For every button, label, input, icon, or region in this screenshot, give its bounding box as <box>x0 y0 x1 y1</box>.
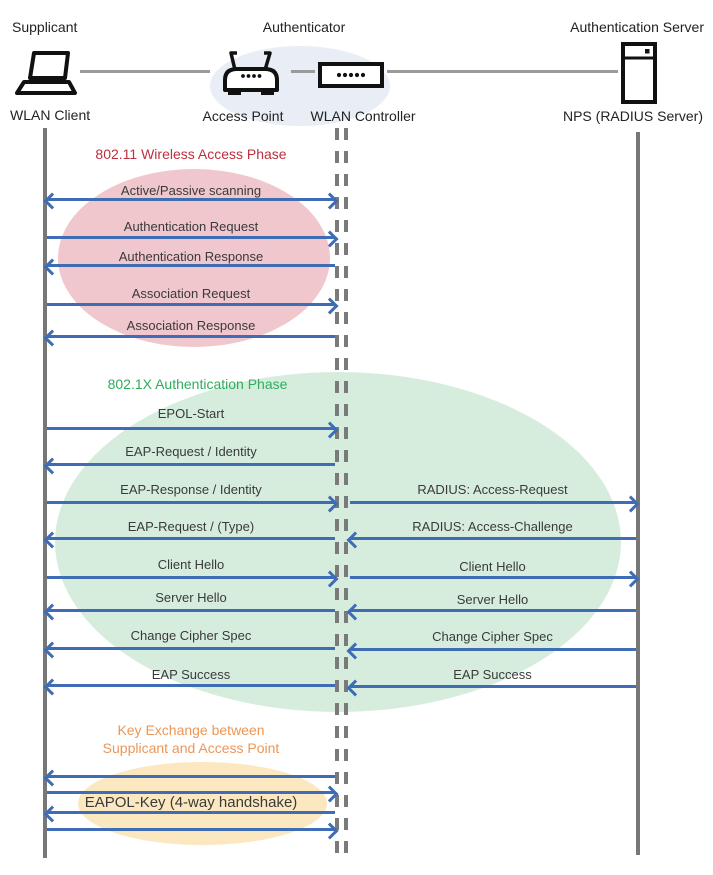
message-label: Change Cipher Spec <box>130 628 252 643</box>
connector-controller-server <box>387 70 618 73</box>
message-label: Authentication Request <box>123 219 259 234</box>
message-label: Server Hello <box>456 592 529 607</box>
arrow-epol-start <box>47 427 335 430</box>
arrow-eapol-key-3 <box>47 811 335 814</box>
phase3-title-line1: Key Exchange between <box>117 722 265 738</box>
node-label-wlan-client: WLAN Client <box>10 107 91 123</box>
lifeline-wlan-controller-right <box>344 128 348 856</box>
message-label: EAP-Request / Identity <box>125 444 257 459</box>
arrow-client-hello-right <box>350 576 636 579</box>
message-label: EPOL-Start <box>157 406 225 421</box>
wireless-router-icon <box>220 48 282 98</box>
arrow-client-hello-left <box>47 576 335 579</box>
arrow-eap-response-identity <box>47 501 335 504</box>
server-icon <box>620 42 658 104</box>
arrow-eapol-key-4 <box>47 828 335 831</box>
phase2-title: 802.1X Authentication Phase <box>107 376 288 392</box>
arrow-radius-access-challenge <box>350 537 636 540</box>
role-authentication-server: Authentication Server <box>570 19 704 35</box>
phase3-title-line2: Supplicant and Access Point <box>102 740 280 756</box>
message-label: EAP-Response / Identity <box>120 482 262 497</box>
role-supplicant: Supplicant <box>12 19 78 35</box>
controller-box-icon <box>318 62 384 88</box>
arrow-change-cipher-spec-left <box>47 647 335 650</box>
message-label: Association Request <box>131 286 251 301</box>
message-label: Authentication Response <box>118 249 264 264</box>
arrow-authentication-request <box>47 236 335 239</box>
lifeline-nps-server <box>636 132 640 855</box>
message-label: Change Cipher Spec <box>432 629 553 644</box>
arrow-eap-success-left <box>47 684 335 687</box>
connector-ap-controller <box>291 70 315 73</box>
arrow-active-passive-scanning <box>47 198 335 201</box>
message-label: Client Hello <box>459 559 526 574</box>
message-label: Server Hello <box>155 590 227 605</box>
arrow-server-hello-right <box>350 609 636 612</box>
arrow-radius-access-request <box>350 501 636 504</box>
message-label: Association Response <box>126 318 256 333</box>
message-label: Active/Passive scanning <box>120 183 262 198</box>
message-label: RADIUS: Access-Challenge <box>412 519 573 534</box>
arrow-eap-success-right <box>350 685 636 688</box>
arrow-server-hello-left <box>47 609 335 612</box>
message-label: Client Hello <box>157 557 225 572</box>
arrow-authentication-response <box>47 264 335 267</box>
node-label-access-point: Access Point <box>202 108 284 124</box>
message-label: EAP Success <box>453 667 532 682</box>
node-label-wlan-controller: WLAN Controller <box>310 108 416 124</box>
message-label: EAP Success <box>151 667 231 682</box>
arrow-eap-request-type <box>47 537 335 540</box>
arrow-association-response <box>47 335 335 338</box>
role-authenticator: Authenticator <box>262 19 346 35</box>
message-label: EAP-Request / (Type) <box>127 519 255 534</box>
arrow-change-cipher-spec-right <box>350 648 636 651</box>
message-label: RADIUS: Access-Request <box>417 482 568 497</box>
arrow-eap-request-identity <box>47 463 335 466</box>
laptop-icon <box>14 50 78 98</box>
node-label-nps-radius-server: NPS (RADIUS Server) <box>562 108 704 124</box>
arrow-association-request <box>47 303 335 306</box>
phase1-title: 802.11 Wireless Access Phase <box>95 146 287 162</box>
connector-client-ap <box>80 70 210 73</box>
message-label: EAPOL-Key (4-way handshake) <box>84 794 298 811</box>
arrow-eapol-key-1 <box>47 775 335 778</box>
